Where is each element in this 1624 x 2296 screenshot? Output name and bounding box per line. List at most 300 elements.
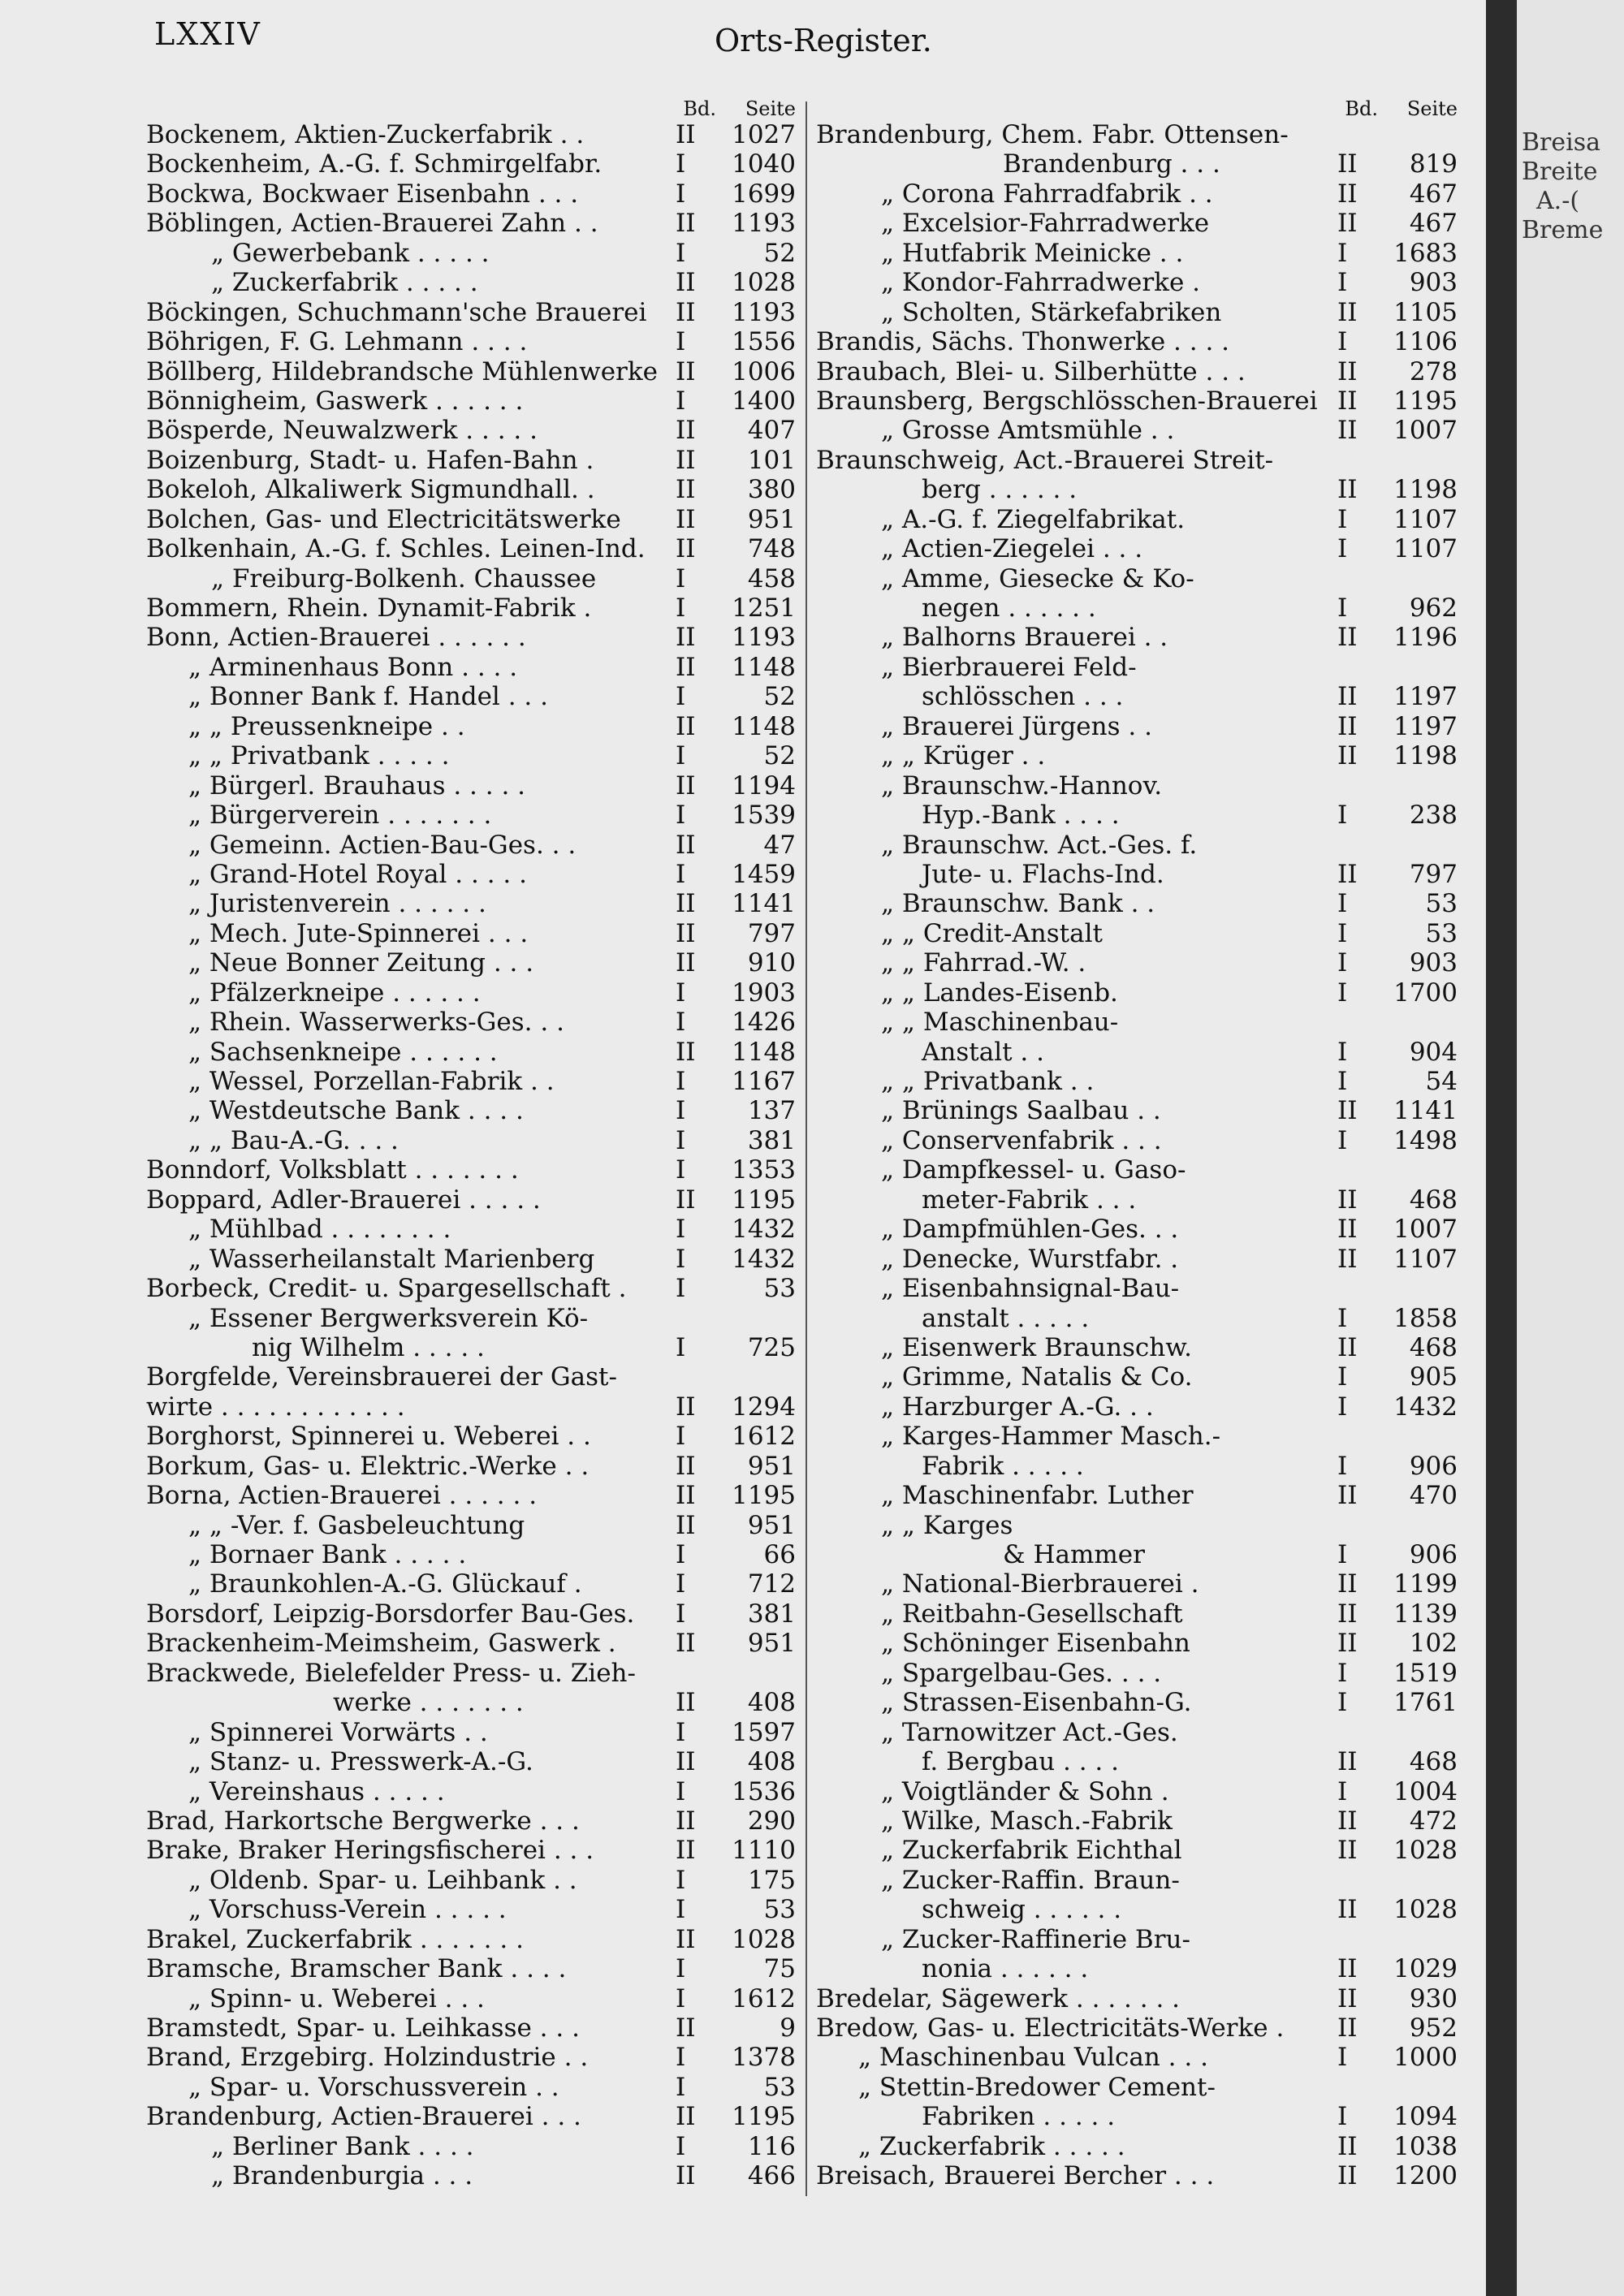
entry-volume: I (1337, 889, 1348, 919)
entry-volume: I (676, 741, 686, 771)
register-entry (146, 298, 796, 327)
entry-volume: II (1337, 741, 1358, 771)
register-entry (146, 682, 796, 711)
entry-volume: II (1337, 2161, 1358, 2191)
register-entry (146, 831, 796, 860)
entry-volume: I (1337, 268, 1348, 298)
entry-page: 47 (763, 830, 796, 860)
entry-name: „ Bornaer Bank . . . . . (188, 1540, 467, 1569)
entry-name: „ Hutfabrik Meinicke . . (881, 238, 1184, 268)
register-entry (146, 1067, 796, 1096)
entry-page: 1426 (732, 1008, 796, 1038)
register-entry (146, 1954, 796, 1983)
entry-volume: II (1337, 1983, 1358, 2013)
entry-volume: II (676, 889, 696, 919)
entry-name: „ Juristenverein . . . . . . (188, 889, 486, 919)
register-entry (816, 2013, 1458, 2043)
entry-name: „ Spargelbau-Ges. . . . (881, 1658, 1162, 1688)
entry-page: 1198 (1393, 475, 1458, 505)
entry-volume: II (676, 948, 696, 978)
entry-volume: II (1337, 416, 1358, 446)
entry-page: 468 (1409, 1332, 1458, 1362)
entry-volume: II (676, 120, 696, 149)
entry-page: 175 (747, 1865, 796, 1895)
entry-volume: II (1337, 1096, 1358, 1126)
entry-page: 1539 (732, 801, 796, 831)
entry-volume: II (676, 475, 696, 505)
entry-name: „ Zuckerfabrik . . . . . (211, 268, 478, 298)
entry-page: 381 (747, 1125, 796, 1155)
entry-name: berg . . . . . . (922, 475, 1078, 505)
entry-name: „ Brandenburgia . . . (211, 2161, 473, 2191)
entry-name: „ Arminenhaus Bonn . . . . (188, 652, 518, 682)
entry-page: 52 (763, 238, 796, 268)
entry-volume: II (676, 2013, 696, 2043)
register-entry (146, 1422, 796, 1451)
entry-volume: I (676, 1067, 686, 1096)
volume-header: Bd. (1345, 97, 1378, 120)
entry-name: „ Freiburg-Bolkenh. Chaussee (211, 563, 597, 593)
entry-page: 1107 (1393, 534, 1458, 564)
register-entry (816, 1422, 1458, 1451)
entry-name: Borkum, Gas- u. Elektric.-Werke . . (146, 1451, 590, 1481)
register-entry (146, 978, 796, 1008)
register-entry (146, 1362, 796, 1392)
entry-volume: II (1337, 149, 1358, 179)
register-entry (146, 1481, 796, 1510)
register-entry (816, 653, 1458, 682)
entry-name: Bonndorf, Volksblatt . . . . . . . (146, 1155, 519, 1185)
entry-volume: I (676, 1540, 686, 1569)
right-column (816, 96, 1458, 2207)
entry-volume: I (1337, 801, 1348, 831)
register-entry (146, 1155, 796, 1185)
entry-page: 906 (1409, 1540, 1458, 1569)
register-entry (146, 1038, 796, 1067)
entry-name: schweig . . . . . . (922, 1895, 1122, 1925)
entry-name: „ Wasserheilanstalt Marienberg (188, 1244, 595, 1274)
register-entry (816, 1806, 1458, 1836)
entry-page: 1197 (1393, 711, 1458, 741)
entry-volume: II (676, 1451, 696, 1481)
entry-name: schlösschen . . . (922, 682, 1124, 712)
register-entry (816, 860, 1458, 889)
register-entry (146, 1304, 796, 1333)
register-entry (816, 446, 1458, 475)
right-entries (816, 120, 1458, 2191)
entry-name: Borna, Actien-Brauerei . . . . . . (146, 1481, 538, 1511)
entry-volume: II (676, 1806, 696, 1836)
entry-name: „ Voigtländer & Sohn . (881, 1776, 1169, 1806)
entry-page: 748 (747, 534, 796, 564)
entry-page: 951 (747, 1510, 796, 1540)
entry-volume: I (1337, 1067, 1348, 1096)
entry-name: „ Bürgerl. Brauhaus . . . . . (188, 770, 526, 801)
register-entry (146, 1747, 796, 1776)
entry-page: 1105 (1393, 297, 1458, 327)
entry-volume: I (676, 327, 686, 357)
entry-name: „ „ Bau-A.-G. . . . (188, 1125, 399, 1155)
register-entry (816, 682, 1458, 711)
register-entry (146, 2043, 796, 2072)
entry-volume: I (676, 1865, 686, 1895)
entry-page: 1139 (1393, 1599, 1458, 1629)
edge-fragment: Breisa (1522, 128, 1601, 157)
entry-name: „ Tarnowitzer Act.-Ges. (881, 1717, 1178, 1747)
entry-volume: I (676, 593, 686, 623)
entry-volume: II (1337, 1895, 1358, 1925)
register-entry (816, 1481, 1458, 1510)
entry-page: 1683 (1393, 238, 1458, 268)
register-entry (146, 593, 796, 623)
register-entry (816, 564, 1458, 593)
entry-name: „ Conservenfabrik . . . (881, 1125, 1162, 1155)
entry-name: „ Braunschw. Act.-Ges. f. (881, 830, 1198, 860)
register-entry (816, 889, 1458, 918)
entry-page: 66 (763, 1540, 796, 1569)
entry-page: 1378 (732, 2043, 796, 2073)
entry-page: 1038 (1393, 2131, 1458, 2161)
entry-name: Borgfelde, Vereinsbrauerei der Gast- (146, 1362, 617, 1392)
entry-name: „ Grand-Hotel Royal . . . . . (188, 859, 527, 889)
register-entry (816, 919, 1458, 948)
entry-page: 1903 (732, 978, 796, 1008)
register-entry (816, 357, 1458, 386)
entry-name: Böblingen, Actien-Brauerei Zahn . . (146, 209, 598, 239)
entry-volume: II (676, 534, 696, 564)
entry-volume: II (1337, 1836, 1358, 1866)
entry-name: Brad, Harkortsche Bergwerke . . . (146, 1806, 580, 1836)
register-entry (146, 623, 796, 652)
entry-page: 1193 (732, 209, 796, 239)
entry-name: Brandis, Sächs. Thonwerke . . . . (816, 327, 1230, 357)
entry-volume: I (1337, 1451, 1348, 1481)
entry-volume: I (676, 1895, 686, 1925)
entry-volume: I (1337, 1362, 1348, 1392)
entry-volume: II (1337, 356, 1358, 386)
column-divider (806, 101, 807, 2196)
register-entry (146, 948, 796, 978)
entry-volume: I (676, 1569, 686, 1599)
register-entry (146, 771, 796, 801)
column-header (146, 96, 796, 120)
entry-volume: I (1337, 504, 1348, 534)
entry-name: Bommern, Rhein. Dynamit-Fabrik . (146, 593, 592, 623)
entry-name: „ A.-G. f. Ziegelfabrikat. (881, 504, 1186, 534)
entry-page: 1700 (1393, 978, 1458, 1008)
entry-page: 53 (763, 2072, 796, 2102)
entry-page: 53 (1425, 889, 1458, 919)
entry-page: 458 (747, 563, 796, 593)
entry-page: 52 (763, 741, 796, 771)
entry-volume: II (676, 652, 696, 682)
volume-header: Bd. (683, 97, 716, 120)
entry-page: 1199 (1393, 1569, 1458, 1599)
register-entry (816, 534, 1458, 563)
entry-volume: II (1337, 2131, 1358, 2161)
entry-volume: I (1337, 948, 1348, 978)
register-entry (146, 1392, 796, 1422)
entry-volume: II (676, 1185, 696, 1215)
entry-page: 1197 (1393, 682, 1458, 712)
entry-page: 1007 (1393, 1215, 1458, 1245)
register-entry (146, 446, 796, 475)
register-entry (816, 1215, 1458, 1244)
entry-page: 116 (747, 2131, 796, 2161)
entry-page: 951 (747, 504, 796, 534)
entry-page: 278 (1409, 356, 1458, 386)
entry-page: 1194 (732, 770, 796, 801)
entry-name: nig Wilhelm . . . . . (252, 1332, 485, 1362)
register-entry (146, 2073, 796, 2102)
entry-name: „ Gewerbebank . . . . . (211, 238, 490, 268)
entry-name: „ Braunkohlen-A.-G. Glückauf . (188, 1569, 582, 1599)
entry-page: 1519 (1393, 1658, 1458, 1688)
entry-volume: I (1337, 593, 1348, 623)
entry-name: Anstalt . . (922, 1037, 1044, 1067)
register-entry (816, 298, 1458, 327)
entry-name: „ Oldenb. Spar- u. Leihbank . . (188, 1865, 577, 1895)
entry-name: „ Wessel, Porzellan-Fabrik . . (188, 1067, 555, 1096)
entry-name: „ Dampfkessel- u. Gaso- (881, 1155, 1186, 1185)
entry-name: nonia . . . . . . (922, 1954, 1089, 1984)
entry-name: Brackwede, Bielefelder Press- u. Zieh- (146, 1658, 636, 1688)
entry-name: Böllberg, Hildebrandsche Mühlenwerke (146, 356, 659, 386)
entry-volume: II (1337, 1629, 1358, 1659)
entry-volume: I (676, 1008, 686, 1038)
entry-page: 1029 (1393, 1954, 1458, 1984)
register-entry (816, 1362, 1458, 1392)
entry-page: 1148 (732, 711, 796, 741)
entry-volume: I (676, 801, 686, 831)
entry-name: „ Neue Bonner Zeitung . . . (188, 948, 534, 978)
register-entry (146, 1925, 796, 1954)
entry-volume: II (1337, 1806, 1358, 1836)
entry-name: „ Grimme, Natalis & Co. (881, 1362, 1193, 1392)
entry-page: 54 (1425, 1067, 1458, 1096)
register-entry (146, 268, 796, 297)
register-entry (816, 1569, 1458, 1599)
entry-name: Braunsberg, Bergschlösschen-Brauerei (816, 386, 1318, 416)
entry-page: 906 (1409, 1451, 1458, 1481)
page-title: Orts-Register. (715, 23, 932, 58)
entry-volume: II (676, 1510, 696, 1540)
register-entry (816, 2073, 1458, 2102)
entry-name: „ Zucker-Raffinerie Bru- (881, 1924, 1190, 1954)
entry-page: 1597 (732, 1717, 796, 1747)
entry-page: 408 (747, 1747, 796, 1777)
entry-name: Fabriken . . . . . (922, 2102, 1116, 2132)
register-entry (816, 268, 1458, 297)
register-entry (146, 1274, 796, 1303)
entry-name: negen . . . . . . (922, 593, 1096, 623)
entry-volume: I (1337, 918, 1348, 948)
entry-volume: I (676, 859, 686, 889)
entry-name: „ Zuckerfabrik Eichthal (881, 1836, 1182, 1866)
entry-name: „ Eisenwerk Braunschw. (881, 1332, 1192, 1362)
left-entries (146, 120, 796, 2191)
register-entry (146, 416, 796, 445)
register-entry (146, 534, 796, 563)
entry-name: „ Zucker-Raffin. Braun- (881, 1865, 1180, 1895)
register-entry (816, 505, 1458, 534)
register-entry (146, 1215, 796, 1244)
entry-volume: I (1337, 2102, 1348, 2132)
register-entry (816, 771, 1458, 801)
entry-name: Hyp.-Bank . . . . (922, 801, 1120, 831)
entry-volume: II (676, 711, 696, 741)
register-entry (816, 623, 1458, 652)
register-entry (146, 1836, 796, 1865)
register-entry (816, 1096, 1458, 1125)
register-entry (146, 1333, 796, 1362)
entry-name: Braubach, Blei- u. Silberhütte . . . (816, 356, 1246, 386)
column-header (816, 96, 1458, 120)
entry-volume: II (1337, 711, 1358, 741)
register-entry (816, 741, 1458, 770)
entry-name: meter-Fabrik . . . (922, 1185, 1137, 1215)
entry-volume: II (676, 2161, 696, 2191)
register-entry (146, 1895, 796, 1924)
entry-page: 1107 (1393, 504, 1458, 534)
entry-volume: I (1337, 1658, 1348, 1688)
entry-volume: I (676, 1717, 686, 1747)
entry-page: 1094 (1393, 2102, 1458, 2132)
entry-volume: II (1337, 1954, 1358, 1984)
entry-name: Böckingen, Schuchmann'sche Brauerei (146, 297, 647, 327)
entry-volume: II (676, 297, 696, 327)
register-entry (146, 653, 796, 682)
entry-name: „ „ Krüger . . (881, 741, 1046, 771)
entry-page: 290 (747, 1806, 796, 1836)
entry-volume: I (676, 1332, 686, 1362)
entry-page: 1432 (732, 1244, 796, 1274)
entry-volume: II (1337, 297, 1358, 327)
entry-name: Bramstedt, Spar- u. Leihkasse . . . (146, 2013, 580, 2043)
entry-name: „ Harzburger A.-G. . . (881, 1392, 1154, 1422)
entry-name: „ Bonner Bank f. Handel . . . (188, 682, 548, 712)
entry-page: 381 (747, 1599, 796, 1629)
entry-name: „ Stanz- u. Presswerk-A.-G. (188, 1747, 533, 1777)
entry-page: 1432 (1393, 1392, 1458, 1422)
entry-name: Boizenburg, Stadt- u. Hafen-Bahn . (146, 445, 594, 475)
entry-volume: I (676, 386, 686, 416)
next-page-edge (1517, 0, 1624, 2296)
entry-name: „ Bierbrauerei Feld- (881, 652, 1137, 682)
entry-volume: II (676, 1924, 696, 1954)
register-entry (816, 1008, 1458, 1037)
entry-name: „ Maschinenfabr. Luther (881, 1481, 1194, 1511)
entry-volume: I (676, 1954, 686, 1984)
entry-name: „ Balhorns Brauerei . . (881, 623, 1168, 653)
entry-volume: I (1337, 1688, 1348, 1718)
register-entry (146, 120, 796, 149)
register-entry (146, 357, 796, 386)
entry-name: „ Vereinshaus . . . . . (188, 1776, 445, 1806)
entry-volume: I (1337, 534, 1348, 564)
entry-name: „ Spar- u. Vorschussverein . . (188, 2072, 559, 2102)
entry-page: 1106 (1393, 327, 1458, 357)
entry-name: Brakel, Zuckerfabrik . . . . . . . (146, 1924, 524, 1954)
register-entry (146, 1185, 796, 1215)
entry-name: „ Wilke, Masch.-Fabrik (881, 1806, 1173, 1836)
entry-page: 238 (1409, 801, 1458, 831)
entry-page: 1196 (1393, 623, 1458, 653)
entry-page: 75 (763, 1954, 796, 1984)
register-entry (816, 1925, 1458, 1954)
entry-name: „ Braunschw. Bank . . (881, 889, 1155, 919)
entry-page: 102 (1409, 1629, 1458, 1659)
entry-name: Brake, Braker Heringsfischerei . . . (146, 1836, 594, 1866)
entry-volume: I (1337, 1540, 1348, 1569)
edge-fragment: Breite (1522, 158, 1598, 186)
entry-page: 1006 (732, 356, 796, 386)
entry-name: Bokeloh, Alkaliwerk Sigmundhall. . (146, 475, 595, 505)
page-number-roman: LXXIV (154, 16, 261, 52)
entry-volume: I (676, 1599, 686, 1629)
entry-name: „ Dampfmühlen-Ges. . . (881, 1215, 1179, 1245)
entry-name: Brackenheim-Meimsheim, Gaswerk . (146, 1629, 616, 1659)
entry-page: 1195 (732, 2102, 796, 2132)
entry-volume: II (676, 1392, 696, 1422)
register-entry (816, 1245, 1458, 1274)
entry-name: Bredelar, Sägewerk . . . . . . . (816, 1983, 1181, 2013)
register-entry (146, 2132, 796, 2161)
entry-volume: II (1337, 859, 1358, 889)
register-entry (816, 1895, 1458, 1924)
entry-name: f. Bergbau . . . . (922, 1747, 1119, 1777)
entry-name: Borbeck, Credit- u. Spargesellschaft . (146, 1274, 627, 1304)
entry-volume: II (1337, 1185, 1358, 1215)
entry-volume: II (676, 268, 696, 298)
register-entry (146, 860, 796, 889)
entry-page: 712 (747, 1569, 796, 1599)
entry-name: „ Spinnerei Vorwärts . . (188, 1717, 488, 1747)
register-entry (816, 1599, 1458, 1629)
entry-page: 1028 (732, 268, 796, 298)
binding-shadow (1486, 0, 1517, 2296)
register-entry (816, 416, 1458, 445)
entry-name: Bönnigheim, Gaswerk . . . . . . (146, 386, 524, 416)
entry-name: Bredow, Gas- u. Electricitäts-Werke . (816, 2013, 1285, 2043)
entry-volume: I (676, 1215, 686, 1245)
register-entry (146, 386, 796, 416)
entry-volume: I (676, 1096, 686, 1126)
register-entry (146, 1096, 796, 1125)
entry-volume: II (676, 445, 696, 475)
entry-volume: II (1337, 682, 1358, 712)
entry-page: 904 (1409, 1037, 1458, 1067)
entry-volume: I (1337, 327, 1348, 357)
entry-name: „ Schöninger Eisenbahn (881, 1629, 1190, 1659)
entry-name: „ Maschinenbau Vulcan . . . (858, 2043, 1208, 2073)
entry-volume: I (676, 2131, 686, 2161)
entry-volume: I (1337, 1776, 1348, 1806)
entry-name: „ Pfälzerkneipe . . . . . . (188, 978, 481, 1008)
entry-name: „ Kondor-Fahrradwerke . (881, 268, 1201, 298)
entry-name: „ Strassen-Eisenbahn-G. (881, 1688, 1192, 1718)
entry-name: „ Amme, Giesecke & Ko- (881, 563, 1194, 593)
register-entry (816, 1718, 1458, 1747)
register-entry (816, 1304, 1458, 1333)
register-entry (146, 1718, 796, 1747)
register-entry (816, 149, 1458, 179)
entry-page: 1432 (732, 1215, 796, 1245)
entry-page: 1141 (732, 889, 796, 919)
entry-page: 1167 (732, 1067, 796, 1096)
entry-name: „ Brünings Saalbau . . (881, 1096, 1161, 1126)
entry-name: „ „ Privatbank . . . . . (188, 741, 450, 771)
